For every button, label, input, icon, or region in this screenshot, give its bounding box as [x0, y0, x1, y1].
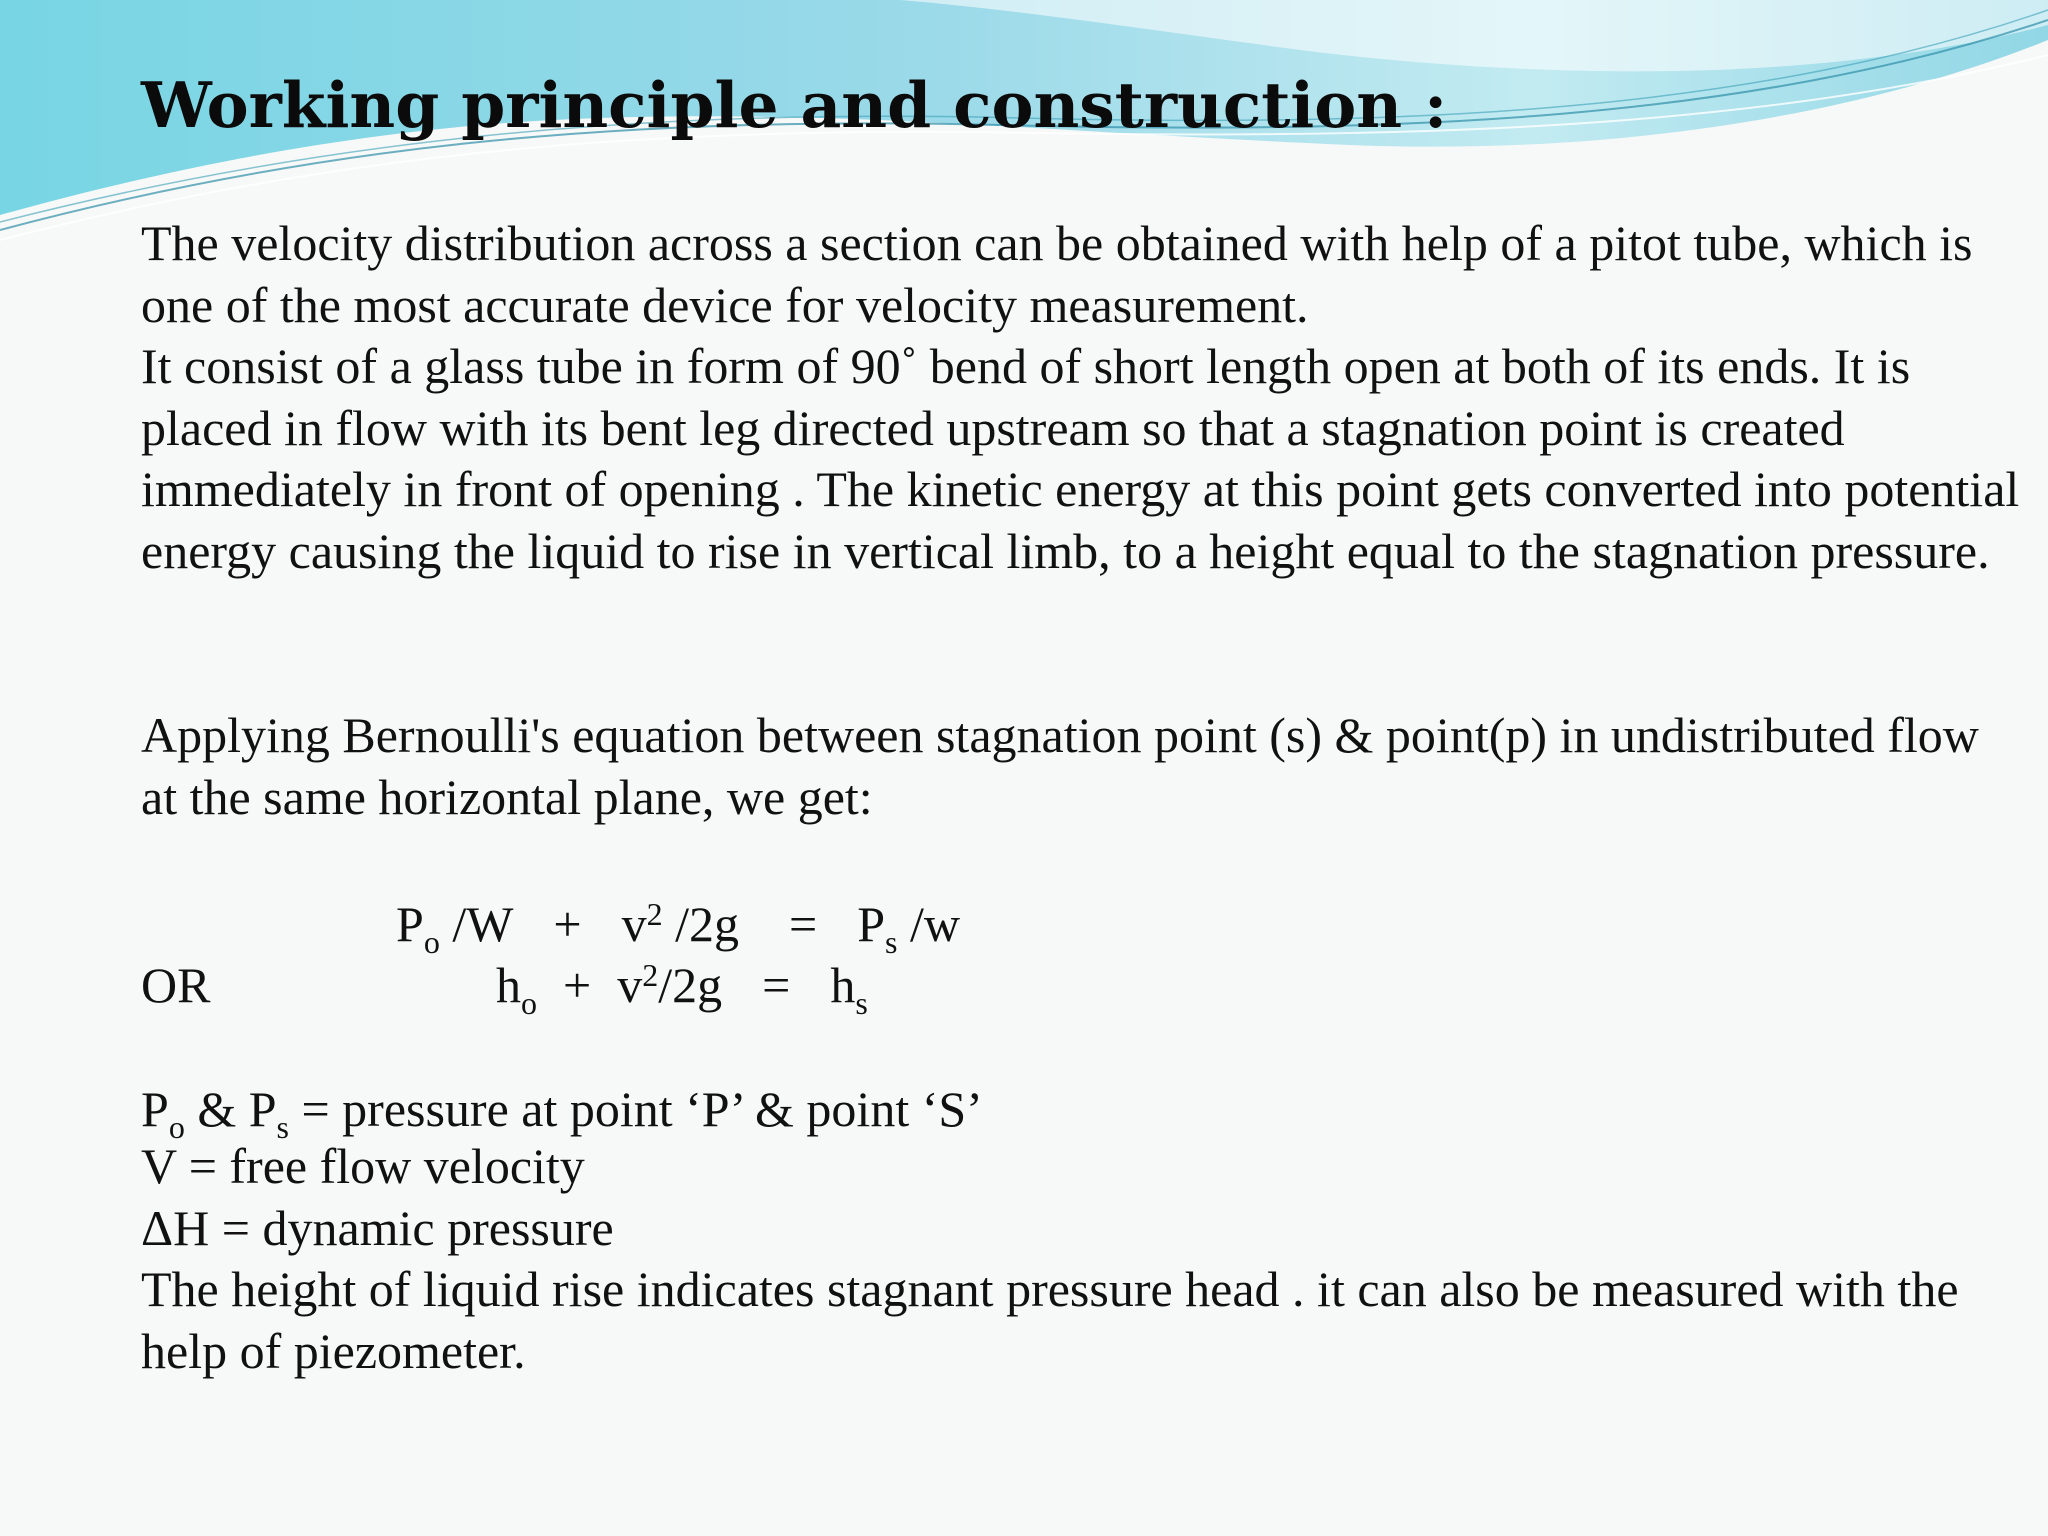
eq2-h: h [496, 957, 521, 1013]
eq2-hs-subscript: s [855, 985, 868, 1021]
eq2-hs: h [830, 957, 856, 1013]
equation-pressure-form [396, 893, 960, 960]
eq1-p: P [396, 896, 424, 952]
eq2-equals: = [762, 957, 791, 1013]
intro-paragraph: The velocity distribution across a section can be obtained with help of a pitot tube, which is one of the most accurate device for velocity measurement. It consist of a glass tube in form of 90˚ bend of short length open at both of its ends. It is placed in flow with its bent leg directed upstream so that a stagnation point is created immediately in front of opening . The kinetic energy at this point gets converted into potential energy causing the liquid to rise in vertical limb, to a height equal to the stagnation pressure. [141, 215, 2020, 579]
eq2-over-2g: /2g [658, 957, 723, 1013]
eq2-v-superscript: 2 [642, 957, 659, 993]
def-rest: = pressure at point ‘P’ & point ‘S’ [288, 1081, 983, 1137]
equation-head-form [496, 954, 868, 1021]
def-amp-ps: & P [184, 1081, 277, 1137]
notes-paragraph: V = free flow velocity ΔH = dynamic pressure The height of liquid rise indicates stagnant pressure head . it can also be measured with the help of piezometer. [141, 1138, 1959, 1379]
eq1-ps-subscript: s [885, 924, 898, 960]
eq2-v: v [617, 957, 643, 1013]
eq1-v-superscript: 2 [646, 896, 663, 932]
bernoulli-paragraph: Applying Bernoulli's equation between stagnation point (s) & point(p) in undistributed flow at the same horizontal plane, we get: [141, 707, 1979, 825]
eq1-over-w2: /w [897, 896, 960, 952]
def-p-subscript: o [168, 1109, 185, 1145]
eq2-h-subscript: o [521, 985, 537, 1021]
eq1-ps: P [857, 896, 886, 952]
slide-title: Working principle and construction : [141, 68, 1448, 142]
eq1-v: v [621, 896, 647, 952]
definition-pressures [141, 1078, 983, 1145]
eq2-plus: + [563, 957, 592, 1013]
def-ps-subscript: s [276, 1109, 289, 1145]
def-p: P [141, 1081, 169, 1137]
or-label: OR [141, 957, 211, 1013]
eq1-plus: + [553, 896, 582, 952]
eq1-over-w: /W [439, 896, 514, 952]
eq1-equals: = [789, 896, 818, 952]
eq1-over-2g: /2g [662, 896, 740, 952]
eq1-p-subscript: o [423, 924, 440, 960]
